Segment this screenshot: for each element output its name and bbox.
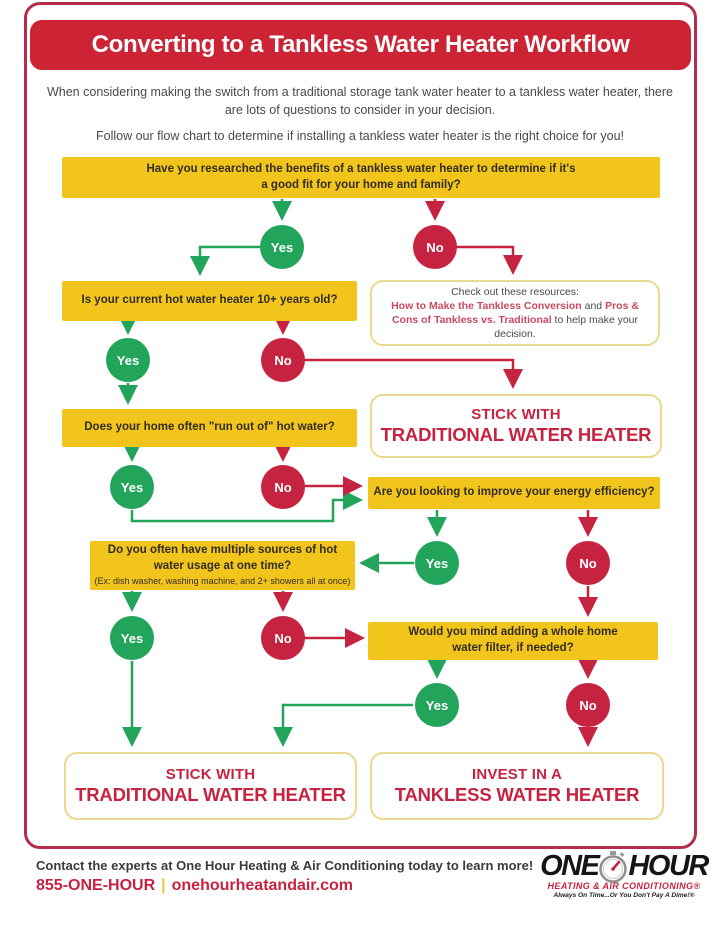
resources-outro: to help make your decision.: [494, 314, 639, 341]
footer-website-link[interactable]: onehourheatandair.com: [171, 877, 353, 894]
q3-no-circle: No: [261, 465, 305, 509]
q4-yes-circle: Yes: [415, 541, 459, 585]
resources-intro: Check out these resources:: [451, 285, 579, 298]
q6-no-circle: No: [566, 683, 610, 727]
footer-contact-text: Contact the experts at One Hour Heating & Air Conditioning today to learn more!: [36, 858, 534, 873]
logo-subtitle: HEATING & AIR CONDITIONING®: [547, 881, 701, 891]
q2-no-circle: No: [261, 338, 305, 382]
outcome-line1: STICK WITH: [471, 406, 561, 423]
outcome-line1: STICK WITH: [165, 766, 256, 783]
intro-paragraph-1: When considering making the switch from a traditional storage tank water heater to a tankless water heater, there are lots of questions to consider in your decision.: [46, 85, 674, 117]
question-multiple-sources: Do you often have multiple sources of hot water usage at one time? (Ex: dish washer, washing machine, and 2+ showers all at once): [90, 541, 355, 590]
page-title: Converting to a Tankless Water Heater Workflow: [91, 31, 630, 58]
q4-no-circle: No: [566, 541, 610, 585]
footer-contact: [36, 858, 533, 895]
q5-yes-circle: Yes: [110, 616, 154, 660]
question-multiple-sources-example: (Ex: dish washer, washing machine, and 2+ showers all at once): [94, 576, 351, 587]
outcome-stick-traditional-bottom: [64, 752, 357, 820]
page-header: [30, 20, 691, 70]
outcome-line1: INVEST IN A: [472, 766, 562, 783]
logo-word-one: ONE: [540, 850, 599, 882]
q3-yes-circle: Yes: [110, 465, 154, 509]
logo-word-hour: HOUR: [628, 850, 708, 882]
outcome-invest-tankless: [370, 752, 664, 820]
question-run-out-hot-water: Does your home often "run out of" hot water?: [62, 409, 357, 447]
resources-box: [370, 280, 660, 346]
stopwatch-clock-icon: [599, 851, 627, 883]
footer-phone[interactable]: 855-ONE-HOUR: [36, 877, 156, 894]
intro-paragraph-2: Follow our flow chart to determine if installing a tankless water heater is the right choice for you!: [95, 129, 625, 143]
question-heater-age: Is your current hot water heater 10+ years old?: [62, 281, 357, 321]
q1-yes-circle: Yes: [260, 225, 304, 269]
outcome-line2: TRADITIONAL WATER HEATER: [75, 784, 346, 805]
resources-conjunction: and: [581, 299, 606, 312]
resource-link-tankless-conversion[interactable]: How to Make the Tankless Conversion: [391, 299, 582, 312]
q6-yes-circle: Yes: [415, 683, 459, 727]
q1-no-circle: No: [413, 225, 457, 269]
outcome-line2: TRADITIONAL WATER HEATER: [380, 424, 652, 445]
outcome-stick-traditional-top: [370, 394, 662, 458]
outcome-line2: TANKLESS WATER HEATER: [394, 784, 640, 805]
q2-yes-circle: Yes: [106, 338, 150, 382]
one-hour-logo: [540, 850, 708, 899]
question-water-filter: Would you mind adding a whole home water filter, if needed?: [368, 622, 658, 660]
q5-no-circle: No: [261, 616, 305, 660]
resources-text: [382, 285, 648, 342]
resource-link-pros-cons[interactable]: Pros & Cons of Tankless vs. Traditional: [391, 299, 639, 326]
intro-text: [40, 84, 680, 146]
question-energy-efficiency: Are you looking to improve your energy efficiency?: [368, 477, 660, 509]
question-researched-benefits: Have you researched the benefits of a tankless water heater to determine if it's a good fit for your home and family?: [62, 157, 660, 198]
footer-divider: |: [161, 877, 166, 894]
logo-tagline: Always On Time...Or You Don't Pay A Dime!®: [553, 892, 695, 899]
